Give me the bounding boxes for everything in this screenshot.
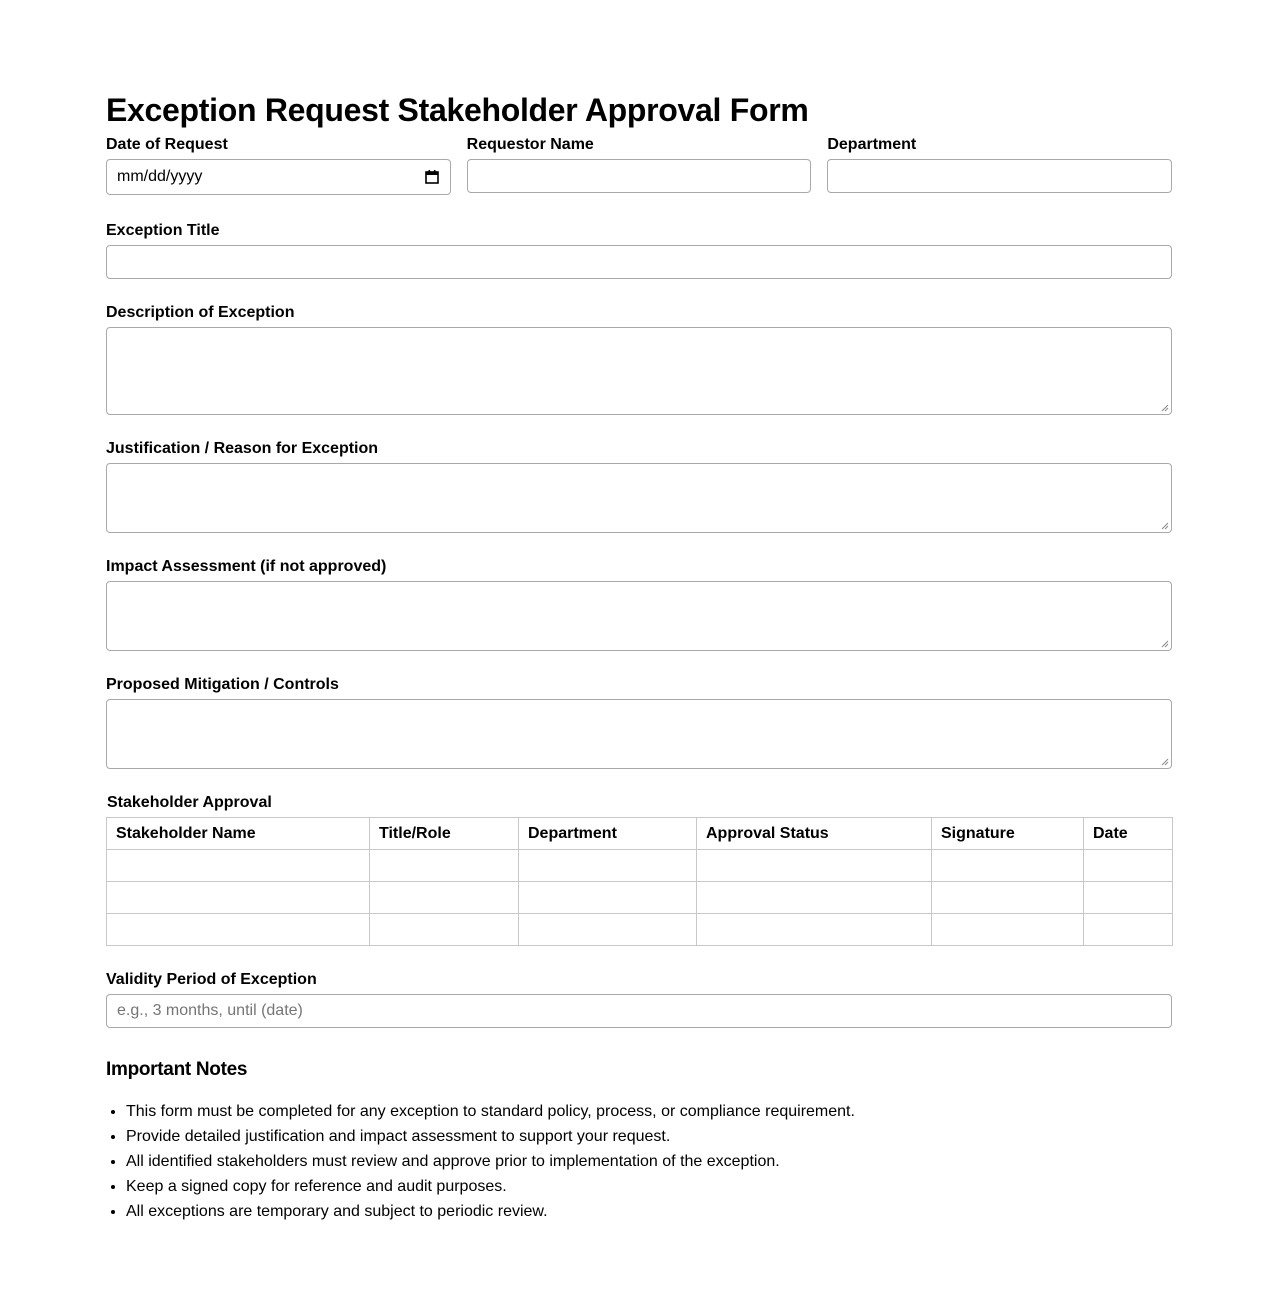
column-header: Approval Status [697, 818, 932, 850]
page-title: Exception Request Stakeholder Approval Form [106, 92, 809, 128]
stakeholder-approval-label: Stakeholder Approval [107, 794, 272, 811]
stakeholder-approval-table [106, 817, 1173, 946]
table-cell[interactable] [107, 882, 370, 914]
requestor-name-group [467, 135, 812, 195]
validity-label: Validity Period of Exception [106, 971, 317, 988]
table-cell[interactable] [1084, 850, 1173, 882]
list-item: • This form must be completed for any exception to standard policy, process, or compliance requirement. [126, 1099, 1172, 1124]
requestor-name-input[interactable] [467, 159, 812, 193]
department-input[interactable] [827, 159, 1172, 193]
table-row [107, 882, 1173, 914]
exception-title-input[interactable] [106, 245, 1172, 279]
notes-list [106, 1099, 1172, 1224]
table-cell[interactable] [932, 882, 1084, 914]
column-header: Stakeholder Name [107, 818, 370, 850]
resize-grip-icon[interactable] [1161, 640, 1169, 648]
resize-grip-icon[interactable] [1161, 404, 1169, 412]
impact-textarea[interactable] [106, 581, 1172, 651]
table-cell[interactable] [932, 850, 1084, 882]
validity-input[interactable] [106, 994, 1172, 1028]
table-cell[interactable] [370, 882, 519, 914]
table-cell[interactable] [519, 914, 697, 946]
description-textarea[interactable] [106, 327, 1172, 415]
notes-title: Important Notes [106, 1059, 248, 1080]
date-placeholder: mm/dd/yyyy [117, 168, 203, 185]
column-header: Title/Role [370, 818, 519, 850]
table-row [107, 850, 1173, 882]
validity-placeholder: e.g., 3 months, until (date) [117, 1002, 303, 1019]
description-label: Description of Exception [106, 304, 295, 321]
table-cell[interactable] [697, 850, 932, 882]
mitigation-label: Proposed Mitigation / Controls [106, 676, 339, 693]
table-cell[interactable] [932, 914, 1084, 946]
mitigation-textarea[interactable] [106, 699, 1172, 769]
resize-grip-icon[interactable] [1161, 758, 1169, 766]
table-cell[interactable] [697, 914, 932, 946]
list-item: • All identified stakeholders must review and approve prior to implementation of the exception. [126, 1149, 1172, 1174]
table-cell[interactable] [519, 882, 697, 914]
description-group [106, 303, 1172, 415]
table-header-row [107, 818, 1173, 850]
justification-textarea[interactable] [106, 463, 1172, 533]
calendar-icon[interactable] [424, 169, 440, 185]
column-header: Signature [932, 818, 1084, 850]
date-of-request-group [106, 135, 451, 195]
impact-group [106, 557, 1172, 651]
table-cell[interactable] [370, 914, 519, 946]
resize-grip-icon[interactable] [1161, 522, 1169, 530]
list-item: • Provide detailed justification and impact assessment to support your request. [126, 1124, 1172, 1149]
date-of-request-label: Date of Request [106, 136, 228, 153]
column-header: Date [1084, 818, 1173, 850]
table-cell[interactable] [1084, 914, 1173, 946]
table-cell[interactable] [1084, 882, 1173, 914]
validity-group [106, 970, 1172, 1028]
date-of-request-input[interactable] [106, 159, 451, 195]
exception-title-label: Exception Title [106, 222, 220, 239]
table-cell[interactable] [519, 850, 697, 882]
column-header: Department [519, 818, 697, 850]
justification-group [106, 439, 1172, 533]
requestor-name-label: Requestor Name [466, 136, 594, 153]
justification-label: Justification / Reason for Exception [106, 440, 379, 457]
request-info-row [106, 135, 1172, 195]
list-item: • All exceptions are temporary and subject to periodic review. [126, 1199, 1172, 1224]
table-row [107, 914, 1173, 946]
table-cell[interactable] [697, 882, 932, 914]
mitigation-group [106, 675, 1172, 769]
department-group [827, 135, 1172, 195]
table-cell[interactable] [107, 850, 370, 882]
table-cell[interactable] [370, 850, 519, 882]
impact-label: Impact Assessment (if not approved) [106, 558, 387, 575]
list-item: • Keep a signed copy for reference and audit purposes. [126, 1174, 1172, 1199]
exception-title-group [106, 221, 1172, 279]
form-container [106, 88, 1172, 1224]
department-label: Department [827, 136, 917, 153]
table-cell[interactable] [107, 914, 370, 946]
